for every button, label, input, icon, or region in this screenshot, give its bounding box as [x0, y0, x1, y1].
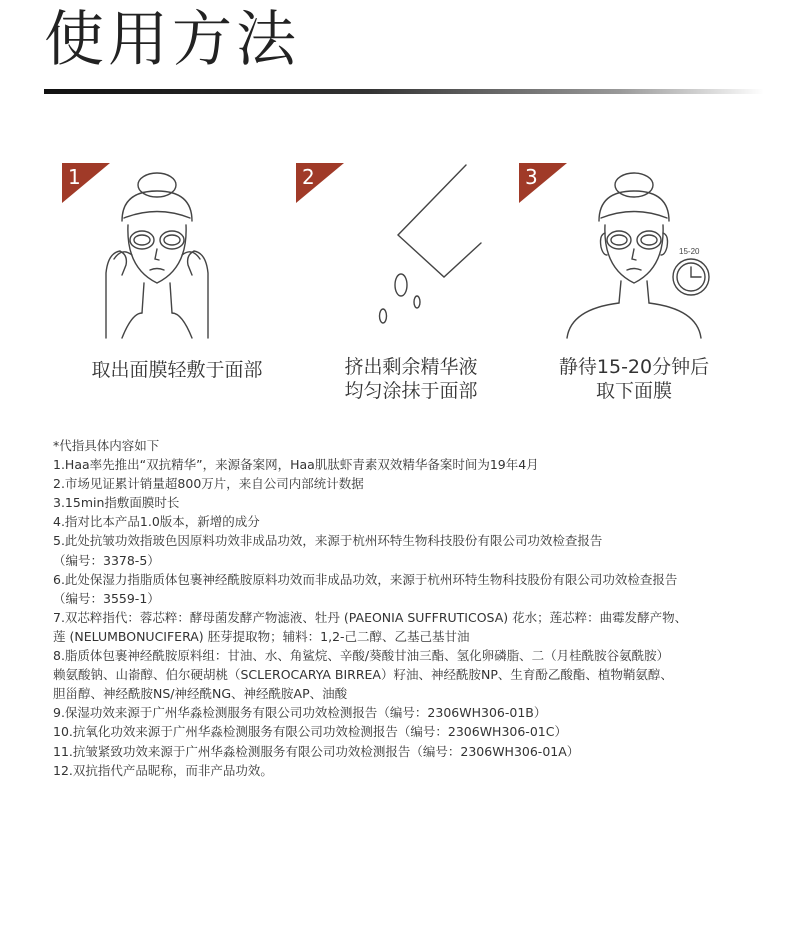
page-title: 使用方法 [44, 5, 300, 75]
footnote-line: 6.此处保湿力指脂质体包裹神经酰胺原料功效而非成品功效，来源于杭州环特生物科技股份有限公司功效检查报告 [53, 571, 678, 587]
step-caption [62, 358, 292, 382]
footnote-line: 10.抗氧化功效来源于广州华淼检测服务有限公司功效检测报告（编号：2306WH306-01C） [53, 724, 567, 740]
footnote-line: 莲 (NELUMBONUCIFERA) 胚芽提取物；辅料：1,2-己二醇、乙基己基甘油 [53, 628, 470, 644]
step-caption-line: 静待15-20分钟后 [558, 356, 710, 378]
footnote-line: 1.Haa率先推出“双抗精华”，来源备案网，Haa肌肽虾青素双效精华备案时间为19年4月 [53, 457, 539, 473]
footnote-line: 2.市场见证累计销量超800万片，来自公司内部统计数据 [53, 476, 364, 492]
footnote-line: 9.保湿功效来源于广州华淼检测服务有限公司功效检测报告（编号：2306WH306-01B） [53, 705, 547, 721]
step-number: 3 [525, 165, 538, 189]
step-caption-line: 取下面膜 [595, 380, 672, 402]
footnote-line: *代指具体内容如下 [53, 438, 160, 453]
timer-label: 15-20 [679, 247, 700, 256]
footnote-line: 5.此处抗皱功效指玻色因原料功效非成品功效，来源于杭州环特生物科技股份有限公司功效检查报告 [53, 533, 603, 549]
step-caption [296, 355, 526, 403]
footnote-line: 3.15min指敷面膜时长 [53, 495, 180, 511]
step-1 [62, 163, 292, 408]
step-2 [296, 163, 526, 408]
footnotes [53, 436, 753, 780]
step-caption-line: 取出面膜轻敷于面部 [91, 359, 263, 381]
step-number: 1 [68, 165, 81, 189]
step-number: 2 [302, 165, 315, 189]
footnote-line: 8.脂质体包裹神经酰胺原料组：甘油、水、角鲨烷、辛酸/葵酸甘油三酯、氢化卵磷脂、二（月桂酰胺谷氨酰胺） [53, 648, 670, 664]
footnote-line: （编号：3559-1） [53, 590, 160, 606]
title-divider [44, 89, 764, 94]
footnote-line: （编号：3378-5） [53, 552, 160, 568]
footnote-line: 11.抗皱紧致功效来源于广州华淼检测服务有限公司功效检测报告（编号：2306WH306-01A） [53, 743, 580, 759]
footnote-line: 12.双抗指代产品昵称，而非产品功效。 [53, 762, 273, 778]
footnote-line: 4.指对比本产品1.0版本，新增的成分 [53, 514, 260, 530]
step-caption-line: 均匀涂抹于面部 [344, 380, 478, 402]
step-3 [519, 163, 749, 408]
footnote-line: 赖氨酸钠、山嵛醇、伯尔硬胡桃（SCLEROCARYA BIRREA）籽油、神经酰胺NP、生育酚乙酸酯、植物鞘氨醇、 [53, 667, 673, 683]
footnote-line: 7.双芯粹指代：蓉芯粹：酵母菌发酵产物滤液、牡丹 (PAEONIA SUFFRUTICOSA) 花水；莲芯粹：曲霉发酵产物、 [53, 609, 688, 625]
step-caption [519, 355, 749, 403]
footnote-line: 胆甾醇、神经酰胺NS/神经酰NG、神经酰胺AP、油酸 [53, 686, 348, 702]
step-caption-line: 挤出剩余精华液 [344, 356, 478, 378]
